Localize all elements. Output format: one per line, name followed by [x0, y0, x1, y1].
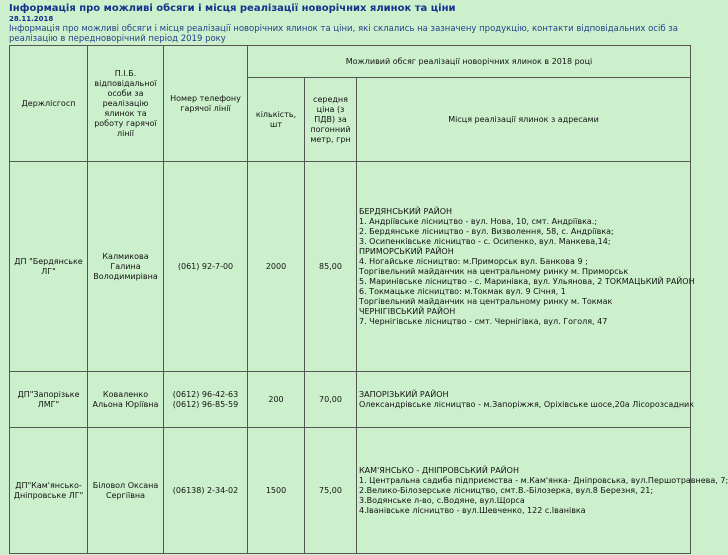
cell-places — [357, 372, 695, 428]
place-line: 3.Водянське л-во, с.Водяне, вул.Щорса — [359, 495, 525, 505]
col-header-person: П.І.Б. відповідальної особи за реалізацію ялинок та роботу гарячої лінії — [88, 46, 164, 162]
trees-table — [9, 45, 728, 554]
place-line: 1. Андріївське лісництво - вул. Нова, 10, смт. Андріївка.; — [359, 216, 598, 226]
place-line: 7. Чернігівське лісництво - смт. Чернігівка, вул. Гоголя, 47 — [359, 316, 608, 326]
intro-text: Інформація про можливі обсяги і місця реалізації новорічних ялинок та ціни, які склались на зазначену продукцію, контакти відповідальних осіб за реалізацію в передноворічний період 2019 року — [9, 24, 679, 44]
cell-places — [357, 428, 728, 554]
cell-phone: (061) 92-7-00 — [164, 162, 248, 372]
place-line: 3. Осипенківське лісництво - с. Осипенко, вул. Манкева,14; — [359, 236, 611, 246]
place-line: ПРИМОРСЬКИЙ РАЙОН — [359, 246, 454, 256]
place-line: Олександрівське лісництво - м.Запоріжжя, Оріхівське шосе,20а Лісорозсадник — [359, 399, 695, 409]
place-line: КАМ'ЯНСЬКО - ДНІПРОВСЬКИЙ РАЙОН — [359, 465, 519, 475]
place-line: ЗАПОРІЗЬКИЙ РАЙОН — [359, 389, 449, 399]
page-header — [9, 0, 687, 44]
cell-qty: 1500 — [248, 428, 305, 554]
cell-enterprise: ДП"Кам'янсько-Дніпровське ЛГ" — [10, 428, 88, 554]
cell-phone — [164, 372, 248, 428]
cell-phone: (06138) 2-34-02 — [164, 428, 248, 554]
col-header-phone: Номер телефону гарячої лінії — [164, 46, 248, 162]
place-line: 4.Іванівське лісництво - вул.Шевченко, 122 с.Іванівка — [359, 505, 586, 515]
place-line: БЕРДЯНСЬКИЙ РАЙОН — [359, 206, 453, 216]
table-row — [10, 162, 691, 372]
phone-line: (0612) 96-85-59 — [172, 399, 239, 409]
cell-person: Коваленко Альона Юріївна — [88, 372, 164, 428]
col-header-qty: кількість, шт — [248, 78, 305, 162]
col-header-group: Можливий обсяг реалізації новорічних ялинок в 2018 році — [248, 46, 691, 78]
phone-line: (0612) 96-42-63 — [172, 389, 239, 399]
place-line: 1. Центральна садиба підприємства - м.Кам'янка- Дніпровська, вул.Першотравнева, 7; — [359, 475, 728, 485]
publish-date: 28.11.2018 — [9, 15, 54, 23]
place-line: 6. Токмацьке лісництво: м.Токмак вул. 9 Січня, 1 — [359, 286, 566, 296]
header-row-1 — [10, 46, 691, 78]
cell-price: 75,00 — [305, 428, 357, 554]
cell-qty: 200 — [248, 372, 305, 428]
place-line: Торгівельний майданчик на центральному ринку м. Токмак — [359, 296, 613, 306]
col-header-price: середня ціна (з ПДВ) за погонний метр, грн — [305, 78, 357, 162]
table-row — [10, 428, 691, 554]
place-line: 5. Маринівське лісництво - с. Маринівка, вул. Ульянова, 2 ТОКМАЦЬКИЙ РАЙОН — [359, 276, 695, 286]
cell-enterprise: ДП "Бердянське ЛГ" — [10, 162, 88, 372]
col-header-places: Місця реалізації ялинок з адресами — [357, 78, 691, 162]
place-line: ЧЕРНІГІВСЬКИЙ РАЙОН — [359, 306, 456, 316]
col-header-enterprise: Держлісгосп — [10, 46, 88, 162]
place-line: 4. Ногайське лісництво: м.Приморськ вул. Банкова 9 ; — [359, 256, 588, 266]
cell-price: 85,00 — [305, 162, 357, 372]
cell-person: Біловол Оксана Сергіївна — [88, 428, 164, 554]
cell-places — [357, 162, 695, 372]
cell-person: Калмикова Галина Володимирівна — [88, 162, 164, 372]
cell-enterprise: ДП"Запорізьке ЛМГ" — [10, 372, 88, 428]
table-row — [10, 372, 691, 428]
place-line: 2.Велико-Білозерське лісництво, смт.В.-Білозерка, вул.8 Березня, 21; — [359, 485, 654, 495]
place-line: 2. Бердянське лісництво - вул. Визволення, 58, с. Андріївка; — [359, 226, 614, 236]
cell-qty: 2000 — [248, 162, 305, 372]
cell-price: 70,00 — [305, 372, 357, 428]
place-line: Торгівельний майданчик на центральному ринку м. Приморськ — [359, 266, 629, 276]
page-title: Інформація про можливі обсяги і місця реалізації новорічних ялинок та ціни — [9, 3, 456, 14]
